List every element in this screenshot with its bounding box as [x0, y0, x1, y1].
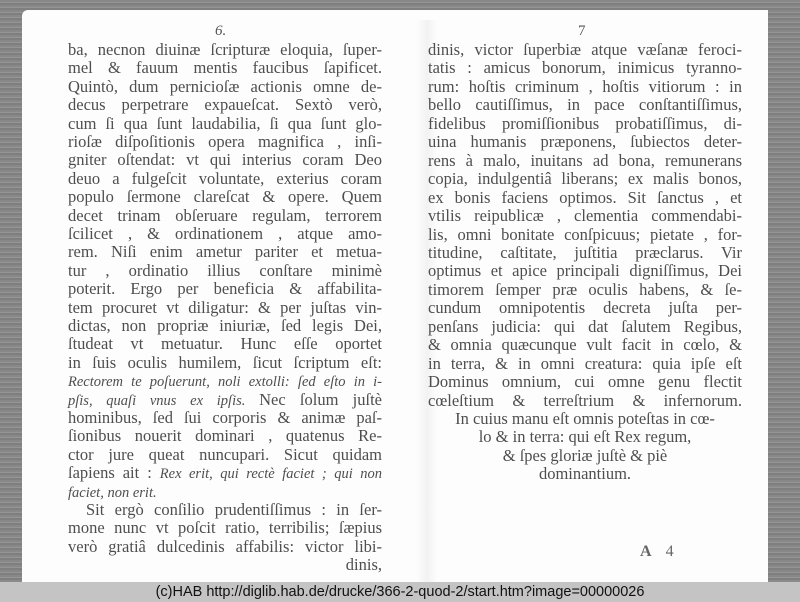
text-line	[68, 58, 382, 77]
italic-quotation: Rectorem te poſuerunt, noli extolli: ſed eſto in i-	[68, 374, 382, 391]
text-run: ctor jure queat nuncupari. Sicut quidam	[68, 444, 382, 464]
text-run: cundum omnipotentis decreta juſta per-	[428, 298, 742, 318]
text-line	[68, 224, 382, 243]
text-run: ſapiens ait :	[68, 463, 160, 483]
text-run: hominibus, ſed ſui corporis & animæ paſ-	[68, 408, 382, 427]
text-line	[68, 334, 382, 353]
text-line	[68, 316, 382, 335]
text-run: dinis, victor ſuperbiæ atque væſanæ feroci-	[428, 40, 742, 59]
text-run: cœleſtium & terreſtrium & infernorum.	[428, 390, 742, 410]
text-line	[68, 445, 382, 464]
text-run: rens à malo, inuitans ad bona, remunerans	[428, 150, 742, 170]
text-line	[428, 261, 742, 280]
text-run: poterit. Ergo per beneficia & affabilita-	[68, 279, 382, 299]
text-line	[428, 335, 742, 354]
text-run: rum: hoſtis criminum , hoſtis vitiorum : in	[428, 76, 742, 96]
text-run: dictas, non propriæ iniuriæ, ſed legis Dei,	[68, 316, 382, 335]
text-line	[428, 95, 742, 114]
text-line	[428, 77, 742, 96]
text-run: Quintò, dum pernicioſæ actionis omne de-	[68, 76, 382, 96]
text-run: lo & in terra: qui eſt Rex regum,	[478, 427, 692, 447]
copyright-caption: (c)HAB http://diglib.hab.de/drucke/366-2-quod-2/start.htm?image=00000026	[0, 582, 800, 602]
text-line	[68, 95, 382, 114]
text-run: gniter oſtendat: vt qui interius coram Deo	[68, 150, 382, 170]
text-line	[428, 409, 742, 428]
text-run: mel & fauum mentis faucibus ſapificet.	[68, 58, 382, 78]
text-line	[68, 40, 382, 59]
text-run: In cuius manu eſt omnis poteſtas in cœ-	[455, 409, 715, 428]
text-run: dinis,	[345, 555, 382, 575]
text-run: deuo a fulgeſcit voluntate, exterius coram	[68, 168, 382, 188]
text-run: vtilis reipublicæ , clementia commendabi-	[428, 206, 742, 226]
text-line	[68, 537, 382, 556]
text-line	[68, 482, 382, 501]
text-run: in ſuis oculis humilem, ſicut ſcriptum eſt:	[68, 352, 382, 372]
text-run: ba, necnon diuinæ ſcripturæ eloquia, ſuper-	[68, 40, 382, 59]
text-run: ſcilicet , & ordinationem , atque amo-	[68, 224, 382, 243]
text-run: rioſæ diſpoſitionis opera magnifica , inſi-	[68, 132, 382, 151]
italic-quotation: faciet, non erit.	[68, 484, 157, 501]
text-line	[68, 150, 382, 169]
text-run: tur , ordinatio illius conſtare minimè	[68, 260, 382, 280]
text-line	[428, 40, 742, 59]
text-line	[68, 408, 382, 427]
text-line	[68, 187, 382, 206]
text-line	[68, 500, 382, 519]
text-run: Dominus omnium, cui omne genu flectit	[428, 372, 742, 392]
text-line	[68, 242, 382, 261]
signature-letter: A	[640, 543, 652, 560]
text-line	[428, 58, 742, 77]
italic-quotation: pſis, quaſi vnus ex ipſis.	[68, 392, 260, 409]
text-line	[68, 371, 382, 390]
text-run: fidelibus promiſſionibus probatiſſimus, di-	[428, 113, 742, 133]
text-line	[68, 169, 382, 188]
text-run: cum ſi qua ſunt laudabilia, ſi qua ſunt glo-	[68, 113, 382, 133]
text-run: tatis : amicus bonorum, inimicus tyranno-	[428, 58, 742, 78]
text-line	[428, 298, 742, 317]
text-run: copia, indulgentiâ liberans; ex malis bonos,	[428, 169, 742, 189]
text-run: optimus et apice principali digniſſimus, Dei	[428, 261, 742, 281]
text-line	[68, 353, 382, 372]
left-page-number: 6.	[215, 23, 227, 39]
text-run: mone nunc vt poſcit ratio, terribilis; ſæpius	[68, 518, 382, 538]
book-spread	[22, 10, 768, 582]
text-run: ex bonis faciens optimos. Sit ſanctus , et	[428, 187, 742, 207]
text-line	[68, 261, 382, 280]
text-line	[428, 188, 742, 207]
text-run: populo ſermone clareſcat & opere. Quem	[68, 187, 382, 207]
text-line	[68, 206, 382, 225]
text-line	[68, 463, 382, 482]
text-line	[428, 464, 742, 483]
text-line	[428, 391, 742, 410]
text-line	[428, 132, 742, 151]
text-run: decet trinam obſeruare regulam, terrorem	[68, 205, 382, 225]
text-line	[68, 518, 382, 537]
text-run: lis, omni bonitate conſpicuus; pietate , for-	[428, 224, 742, 244]
text-line	[428, 446, 742, 465]
signature-mark	[640, 543, 674, 561]
text-run: Nec ſolum juſtè	[259, 389, 382, 409]
text-run: decus perpetrare expaueſcat. Sextò verò,	[68, 95, 382, 115]
signature-number: 4	[665, 543, 674, 560]
text-line	[428, 280, 742, 299]
text-run: Sit ergò conſilio prudentiſſimus : in ſer-	[86, 500, 382, 519]
text-run: dominantium.	[538, 464, 632, 484]
text-run: tem procuret vt diligatur: & per juſtas vin-	[68, 297, 382, 317]
text-line	[428, 243, 742, 262]
text-run: uina humanis præponens, ſubiectos deter-	[428, 132, 742, 152]
text-run: & omnia quæcunque vult facit in cœlo, &	[428, 335, 742, 355]
text-run: ſionibus nouerit dominari , quatenus Re-	[68, 426, 382, 446]
text-run: bello cautiſſimus, in pace conſtantiſſimus,	[428, 95, 742, 115]
text-line	[68, 555, 382, 574]
text-line	[428, 317, 742, 336]
text-line	[428, 427, 742, 446]
text-line	[428, 354, 742, 373]
text-run: timorem ſemper præ oculis habens, & ſe-	[428, 279, 742, 299]
right-page-number: 7	[578, 23, 586, 39]
text-line	[428, 206, 742, 225]
text-run: verò gratiâ dulcedinis affabilis: victor libi-	[68, 536, 382, 556]
text-run: penſans judicia: qui dat ſalutem Regibus,	[428, 316, 742, 336]
text-line	[428, 225, 742, 244]
text-line	[428, 372, 742, 391]
text-run: titudine, caſtitate, juſtitia præclarus. Vir	[428, 242, 742, 262]
text-line	[68, 279, 382, 298]
text-line	[68, 77, 382, 96]
text-line	[428, 114, 742, 133]
text-line	[68, 298, 382, 317]
text-line	[428, 151, 742, 170]
text-line	[68, 132, 382, 151]
text-line	[68, 426, 382, 445]
text-line	[428, 169, 742, 188]
text-run: in terra, & in omni creatura: quia ipſe eſt	[428, 353, 742, 373]
text-run: rem. Niſi enim ametur pariter et metua-	[68, 242, 382, 262]
text-line	[68, 390, 382, 409]
text-run: & ſpes gloriæ juſtè & piè	[502, 445, 668, 465]
italic-quotation: Rex erit, qui rectè faciet ; qui non	[159, 466, 382, 483]
text-line	[68, 114, 382, 133]
text-run: ſtudeat vt metuatur. Hunc eſſe oportet	[68, 334, 382, 354]
